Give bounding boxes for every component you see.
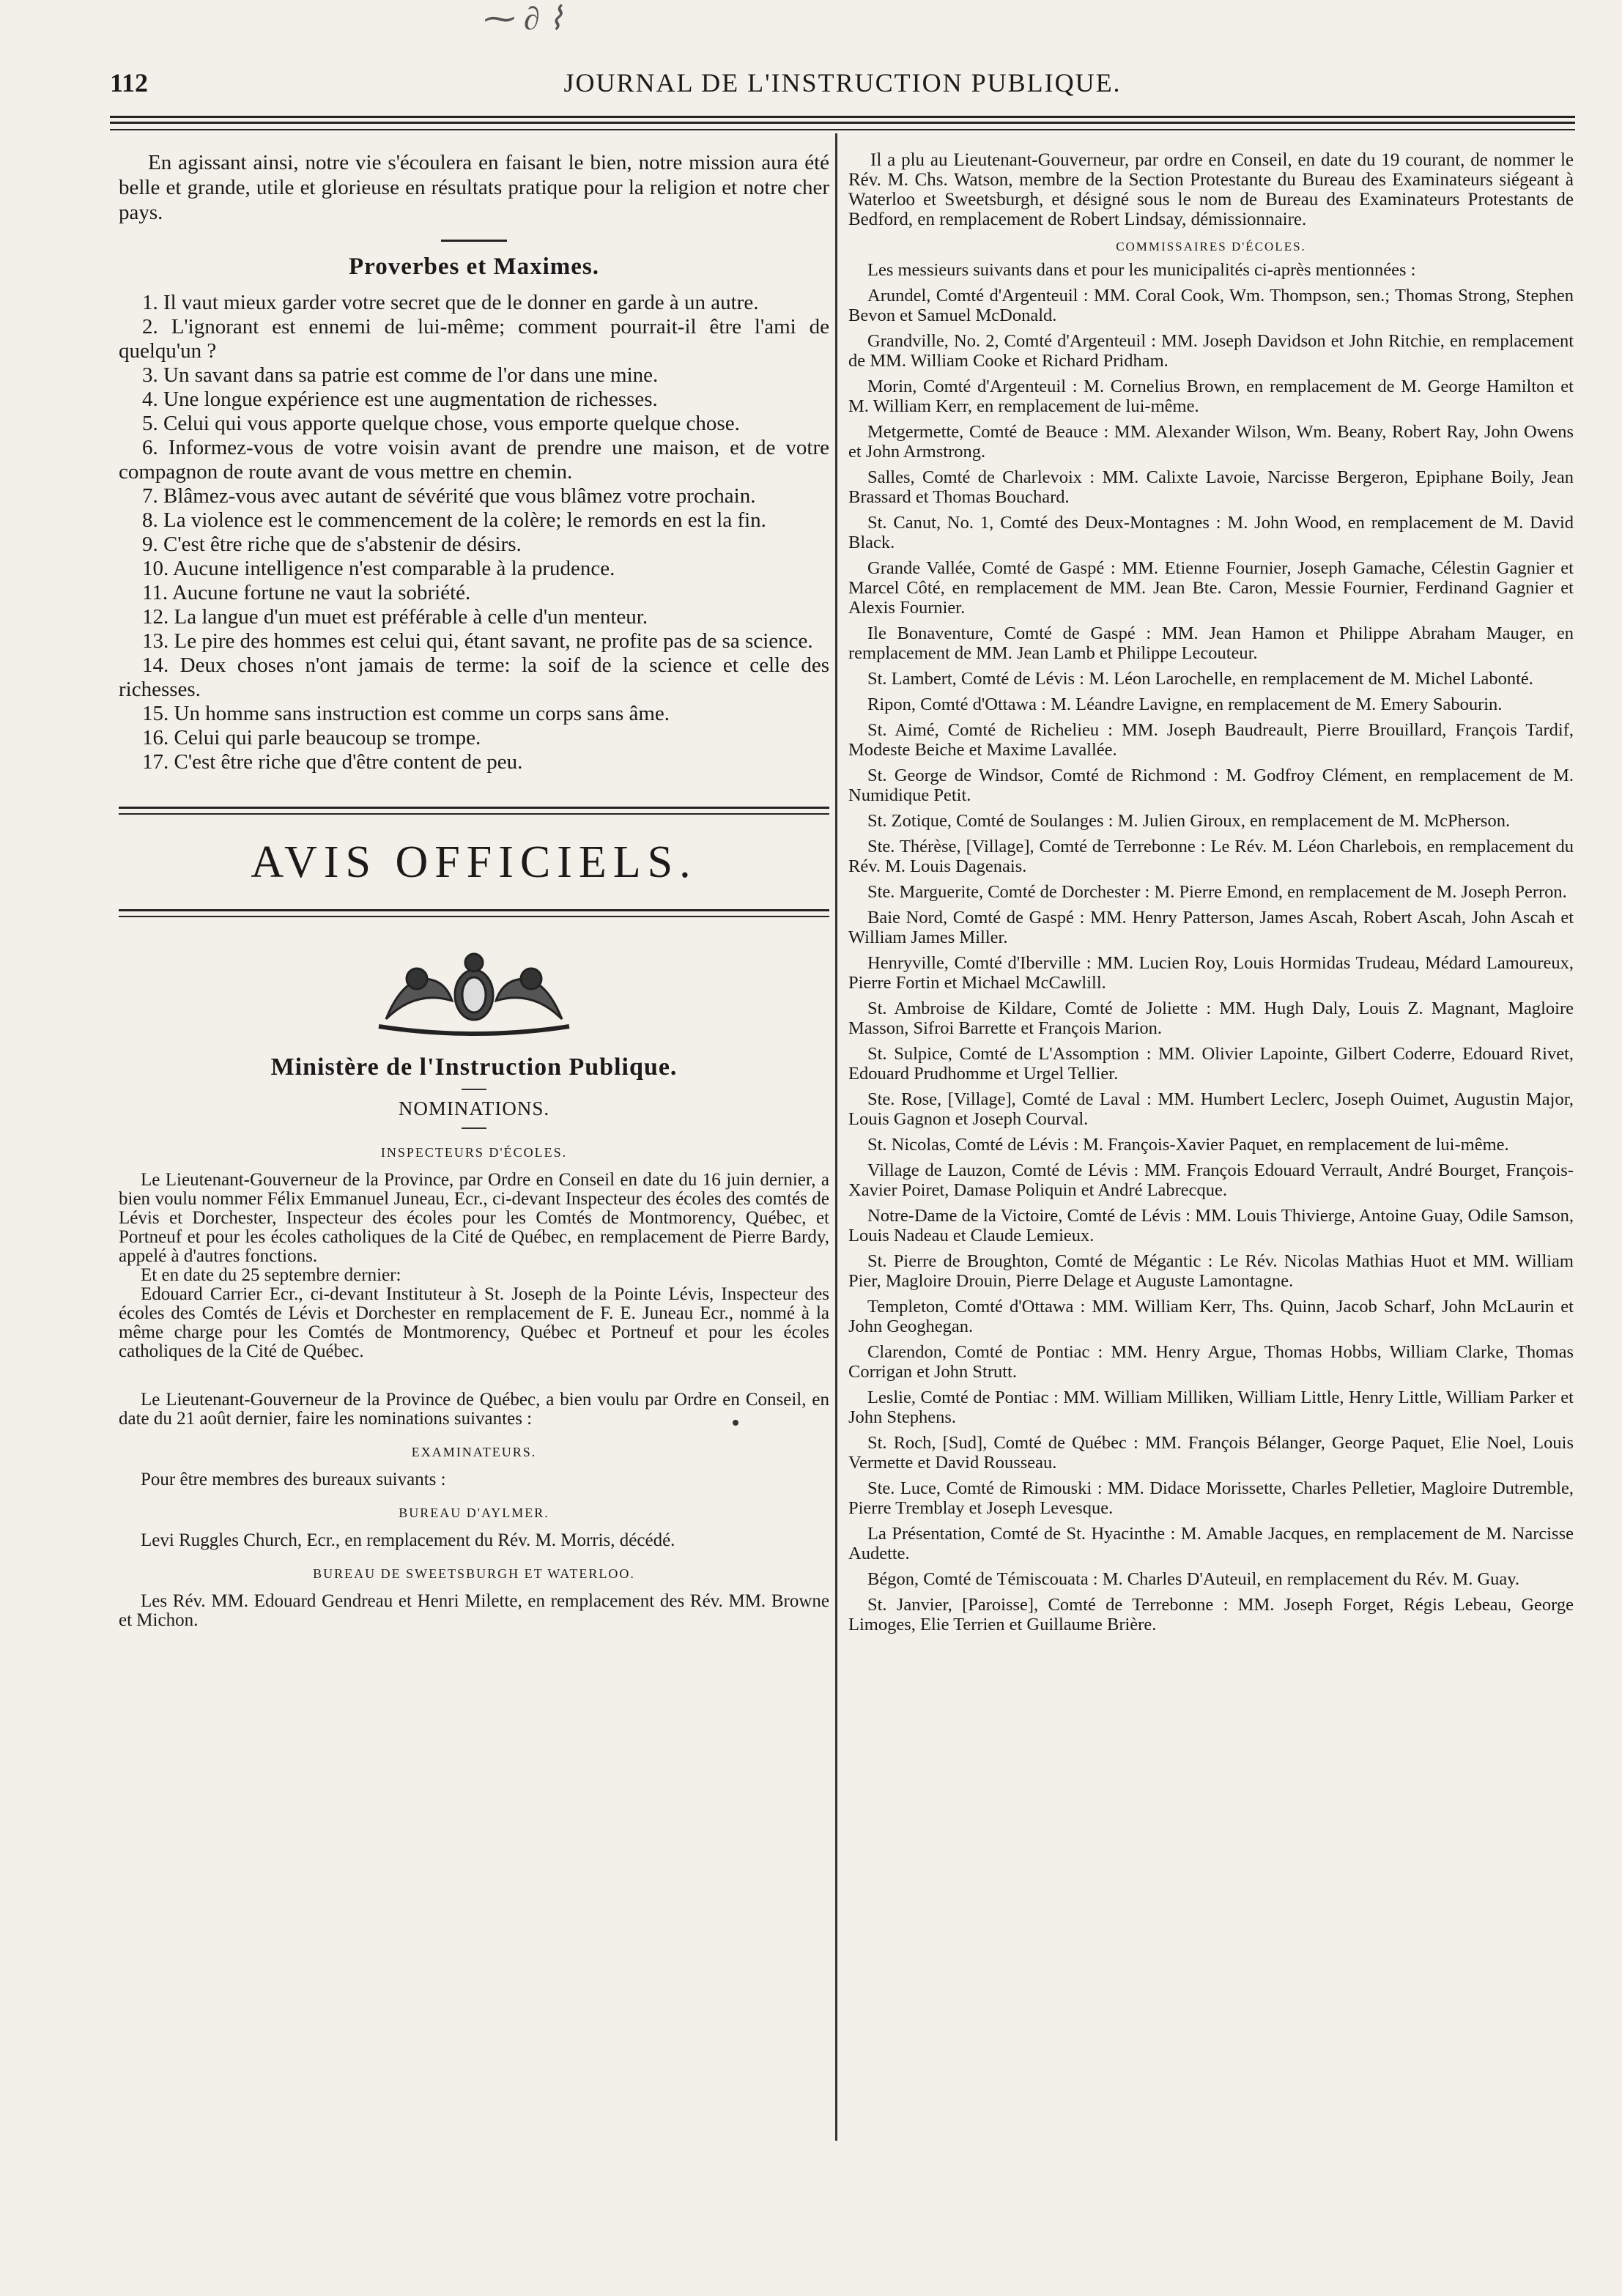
aylmer-heading: BUREAU D'AYLMER. (399, 1506, 549, 1520)
proverb-item: 17. C'est être riche que d'être content de peu. (142, 750, 523, 774)
header-rule-top (110, 116, 1575, 118)
municipality-entry: St. Roch, [Sud], Comté de Québec : MM. François Bélanger, George Paquet, Elie Noel, Louis Vermette et David Rousseau. (848, 1433, 1574, 1473)
examinateurs-paragraph: Pour être membres des bureaux suivants : (141, 1470, 446, 1489)
municipality-entry: Henryville, Comté d'Iberville : MM. Lucien Roy, Louis Hormidas Trudeau, Médard Lamoureux, Pierre Fortin et Michael McCawlill. (848, 953, 1574, 993)
proverb-item: 7. Blâmez-vous avec autant de sévérité que vous blâmez votre prochain. (142, 484, 756, 508)
municipality-entry: Bégon, Comté de Témiscouata : M. Charles D'Auteuil, en remplacement du Rév. M. Guay. (867, 1569, 1520, 1589)
municipality-entry: Ste. Rose, [Village], Comté de Laval : MM. Humbert Leclerc, Joseph Ouimet, Augustin Major, Louis Gagnon et Joseph Courval. (848, 1089, 1574, 1129)
municipality-entry: Baie Nord, Comté de Gaspé : MM. Henry Patterson, James Ascah, Robert Ascah, John Ascah et William James Miller. (848, 908, 1574, 947)
inspecteurs-date: Et en date du 25 septembre dernier: (141, 1265, 401, 1285)
municipality-entry: Templeton, Comté d'Ottawa : MM. William Kerr, Ths. Quinn, Jacob Scharf, John McLaurin et John Geoghegan. (848, 1297, 1574, 1336)
municipality-entry: St. Pierre de Broughton, Comté de Mégantic : Le Rév. Nicolas Mathias Huot et MM. William Pier, Magloire Drouin, Pierre Delage et Auguste Lamontagne. (848, 1251, 1574, 1291)
ministere-title: Ministère de l'Instruction Publique. (270, 1053, 678, 1081)
examinateurs-intro: Le Lieutenant-Gouverneur de la Province de Québec, a bien voulu par Ordre en Conseil, en date du 21 août dernier, faire les nominations suivantes : (119, 1390, 829, 1429)
proverb-item: 2. L'ignorant est ennemi de lui-même; comment pourrait-il être l'ami de quelqu'un ? (119, 315, 829, 363)
municipality-entry: St. Janvier, [Paroisse], Comté de Terrebonne : MM. Joseph Forget, Régis Lebeau, George Limoges, Elie Terrien et Guillaume Brière. (848, 1595, 1574, 1634)
proverb-item: 8. La violence est le commencement de la colère; le remords en est la fin. (142, 508, 766, 532)
commissaires-list (848, 260, 1574, 1634)
municipality-entry: St. Zotique, Comté de Soulanges : M. Julien Giroux, en remplacement de M. McPherson. (867, 811, 1511, 831)
proverb-item: 15. Un homme sans instruction est comme un corps sans âme. (142, 702, 670, 725)
municipality-entry: Grandville, No. 2, Comté d'Argenteuil : MM. Joseph Davidson et John Ritchie, en remplacement de MM. William Cooke et Richard Pridham. (848, 331, 1574, 371)
municipality-entry: St. Canut, No. 1, Comté des Deux-Montagnes : M. John Wood, en remplacement de M. David Black. (848, 513, 1574, 552)
intro-paragraph: En agissant ainsi, notre vie s'écoulera en faisant le bien, notre mission aura été belle et grande, utile et glorieuse en résultats pratique pour la religion et notre cher pays. (119, 151, 829, 224)
municipality-entry: St. Lambert, Comté de Lévis : M. Léon Larochelle, en remplacement de M. Michel Labonté. (867, 669, 1533, 689)
municipality-entry: Metgermette, Comté de Beauce : MM. Alexander Wilson, Wm. Beany, Robert Ray, John Owens et John Armstrong. (848, 422, 1574, 462)
municipality-entry: Salles, Comté de Charlevoix : MM. Calixte Lavoie, Narcisse Bergeron, Epiphane Boily, Jean Brassard et Thomas Bouchard. (848, 467, 1574, 507)
municipality-entry: St. Ambroise de Kildare, Comté de Joliette : MM. Hugh Daly, Louis Z. Magnant, Magloire Masson, Sifroi Barrette et François Marion. (848, 999, 1574, 1038)
mini-rule (462, 1089, 486, 1090)
header-rule-bottom (110, 122, 1575, 124)
inspecteurs-paragraph: Edouard Carrier Ecr., ci-devant Instituteur à St. Joseph de la Pointe Lévis, Inspecteur des écoles des Comtés de Lévis et Dorchester en remplacement de F. E. Juneau Ecr., nommé à la même charge pour les Comtés de Montmorency, Québec et Portneuf et pour les écoles catholiques de la Cité de Québec. (119, 1284, 829, 1361)
ink-speck (733, 1420, 738, 1426)
municipality-entry: Ile Bonaventure, Comté de Gaspé : MM. Jean Hamon et Philippe Abraham Mauger, en remplacement de MM. Jean Lamb et Philippe Lecouteur. (848, 623, 1574, 663)
municipality-entry: Village de Lauzon, Comté de Lévis : MM. François Edouard Verrault, André Bourget, François-Xavier Poiret, Damase Poliquin et André Labrecque. (848, 1160, 1574, 1200)
proverb-item: 14. Deux choses n'ont jamais de terme: la soif de la science et celle des richesses. (119, 653, 829, 701)
avis-officiels-title: AVIS OFFICIELS. (251, 837, 697, 887)
proverb-item: 5. Celui qui vous apporte quelque chose, vous emporte quelque chose. (142, 412, 740, 435)
municipality-entry: Grande Vallée, Comté de Gaspé : MM. Etienne Fournier, Joseph Gamache, Célestin Gagnier et Marcel Côté, en remplacement de MM. Jean Bte. Caron, Messie Fournier, Ferdinand Gagnier et Alexis Fournier. (848, 558, 1574, 618)
municipality-entry: Ste. Marguerite, Comté de Dorchester : M. Pierre Emond, en remplacement de M. Joseph Perron. (867, 882, 1567, 902)
watson-notice: Il a plu au Lieutenant-Gouverneur, par ordre en Conseil, en date du 19 courant, de nommer le Rév. M. Chs. Watson, membre de la Section Protestante du Bureau des Examinateurs siégeant à Waterloo et Sweetsburgh, et désigné sous le nom de Bureau des Examinateurs Protestants de Bedford, en remplacement de Robert Lindsay, démissionnaire. (848, 150, 1574, 229)
municipality-entry: Arundel, Comté d'Argenteuil : MM. Coral Cook, Wm. Thompson, sen.; Thomas Strong, Stephen Bevon et Samuel McDonald. (848, 286, 1574, 325)
avis-rule-bottom (119, 909, 829, 917)
municipality-entry: St. Sulpice, Comté de L'Assomption : MM. Olivier Lapointe, Gilbert Coderre, Edouard Rivet, Edouard Prudhomme et Urgel Tellier. (848, 1044, 1574, 1084)
municipality-entry: St. Aimé, Comté de Richelieu : MM. Joseph Baudreault, Pierre Brouillard, François Tardif, Modeste Beiche et Maxime Lavallée. (848, 720, 1574, 760)
handwritten-scribble: ⁓ ∂ ⌇ (484, 1, 564, 37)
mini-rule (462, 1127, 486, 1129)
proverb-item: 11. Aucune fortune ne vaut la sobriété. (142, 581, 471, 604)
municipality-entry: Leslie, Comté de Pontiac : MM. William Milliken, William Little, Henry Little, William Parker et John Stephens. (848, 1388, 1574, 1427)
sweetsburgh-paragraph: Les Rév. MM. Edouard Gendreau et Henri Milette, en remplacement des Rév. MM. Browne et Michon. (119, 1591, 829, 1630)
proverb-item: 16. Celui qui parle beaucoup se trompe. (142, 726, 481, 749)
municipality-entry: Ripon, Comté d'Ottawa : M. Léandre Lavigne, en remplacement de M. Emery Sabourin. (867, 695, 1503, 714)
left-column (119, 150, 829, 1630)
municipality-entry: St. Nicolas, Comté de Lévis : M. François-Xavier Paquet, en remplacement de lui-même. (867, 1135, 1509, 1155)
municipality-entry: La Présentation, Comté de St. Hyacinthe : M. Amable Jacques, en remplacement de M. Narcisse Audette. (848, 1524, 1574, 1563)
municipality-entry: Ste. Thérèse, [Village], Comté de Terrebonne : Le Rév. M. Léon Charlebois, en remplacement du Rév. M. Louis Dagenais. (848, 837, 1574, 876)
page-header (110, 67, 1575, 111)
journal-title: JOURNAL DE L'INSTRUCTION PUBLIQUE. (563, 68, 1122, 97)
proverb-item: 9. C'est être riche que de s'abstenir de désirs. (142, 533, 522, 556)
examinateurs-heading: EXAMINATEURS. (411, 1445, 537, 1459)
commissaires-heading: COMMISSAIRES D'ÉCOLES. (1116, 240, 1306, 253)
column-divider (835, 133, 837, 2141)
aylmer-paragraph: Levi Ruggles Church, Ecr., en remplacement du Rév. M. Morris, décédé. (141, 1530, 675, 1550)
commissaires-intro: Les messieurs suivants dans et pour les municipalités ci-après mentionnées : (867, 260, 1416, 280)
municipality-entry: Notre-Dame de la Victoire, Comté de Lévis : MM. Louis Thivierge, Antoine Guay, Odile Samson, Louis Nadeau et Claude Lemieux. (848, 1206, 1574, 1245)
inspecteurs-paragraph: Le Lieutenant-Gouverneur de la Province, par Ordre en Conseil en date du 16 juin dernier, a bien voulu nommer Félix Emmanuel Juneau, Ecr., ci-devant Inspecteur des écoles des comtés de Lévis et Dorchester, Inspecteur des écoles pour les Comtés de Montmorency, Québec, et Portneuf et pour les écoles catholiques de la Cité de Québec, en remplacement de Pierre Bardy, appelé à d'autres fonctions. (119, 1170, 829, 1266)
right-column (848, 150, 1574, 1640)
nominations-title: NOMINATIONS. (398, 1097, 550, 1119)
municipality-entry: St. George de Windsor, Comté de Richmond : M. Godfroy Clément, en remplacement de M. Numidique Petit. (848, 766, 1574, 805)
municipality-entry: Clarendon, Comté de Pontiac : MM. Henry Argue, Thomas Hobbs, William Clarke, Thomas Corrigan et John Strutt. (848, 1342, 1574, 1382)
proverb-item: 6. Informez-vous de votre voisin avant de prendre une maison, et de votre compagnon de route avant de vous mettre en chemin. (119, 436, 829, 484)
municipality-entry: Morin, Comté d'Argenteuil : M. Cornelius Brown, en remplacement de M. George Hamilton et M. William Kerr, en remplacement de lui-même. (848, 377, 1574, 416)
proverb-item: 10. Aucune intelligence n'est comparable à la prudence. (142, 557, 615, 580)
proverb-item: 12. La langue d'un muet est préférable à celle d'un menteur. (142, 605, 648, 629)
proverb-item: 4. Une longue expérience est une augmentation de richesses. (142, 388, 658, 411)
avis-rule-top (119, 807, 829, 815)
section-rule (441, 240, 507, 242)
royal-crest-icon (371, 949, 577, 1037)
proverb-item: 13. Le pire des hommes est celui qui, étant savant, ne profite pas de sa science. (142, 629, 813, 653)
proverb-item: 3. Un savant dans sa patrie est comme de l'or dans une mine. (142, 363, 659, 387)
page-number: 112 (110, 68, 149, 97)
proverb-item: 1. Il vaut mieux garder votre secret que de le donner en garde à un autre. (142, 291, 759, 314)
proverbs-list (119, 291, 829, 774)
municipality-entry: Ste. Luce, Comté de Rimouski : MM. Didace Morissette, Charles Pelletier, Magloire Dutremble, Pierre Tremblay et Joseph Levesque. (848, 1478, 1574, 1518)
inspecteurs-heading: INSPECTEURS D'ÉCOLES. (380, 1145, 568, 1160)
proverbs-title: Proverbes et Maximes. (348, 253, 600, 280)
sweetsburgh-heading: BUREAU DE SWEETSBURGH ET WATERLOO. (313, 1566, 635, 1581)
header-rule-thin (110, 129, 1575, 130)
